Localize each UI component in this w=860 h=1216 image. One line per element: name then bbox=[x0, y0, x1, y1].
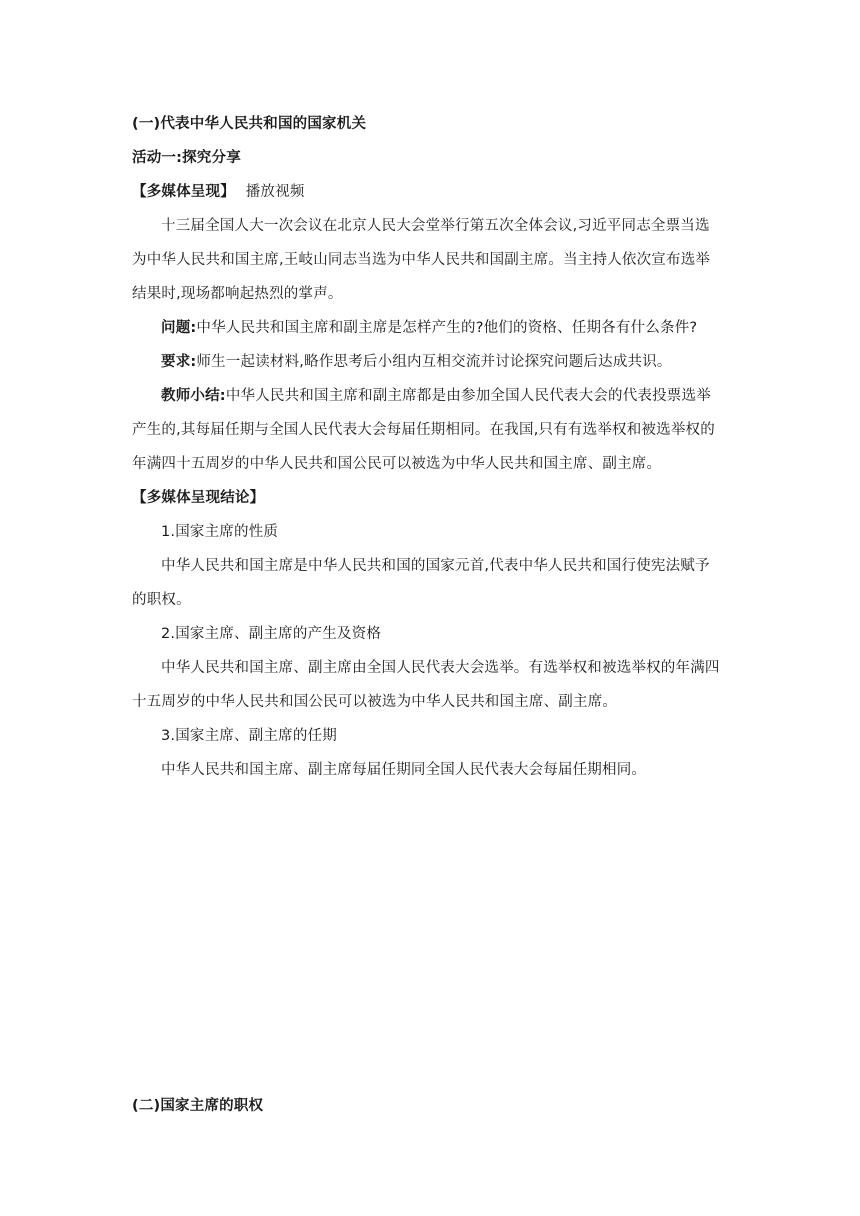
multimedia-label: 【多媒体呈现】 bbox=[132, 184, 235, 200]
conclusion-label: 【多媒体呈现结论】 bbox=[132, 490, 265, 506]
multimedia-line bbox=[132, 182, 305, 202]
summary-label: 教师小结: bbox=[161, 388, 226, 404]
question-label: 问题: bbox=[161, 320, 197, 336]
point2-line-2: 十五周岁的中华人民共和国公民可以被选为中华人民共和国主席、副主席。 bbox=[132, 694, 618, 710]
summary-line-3: 年满四十五周岁的中华人民共和国公民可以被选为中华人民共和国主席、副主席。 bbox=[132, 456, 662, 472]
multimedia-text: 播放视频 bbox=[245, 184, 305, 200]
point2-line-1: 中华人民共和国主席、副主席由全国人民代表大会选举。有选举权和被选举权的年满四 bbox=[161, 660, 720, 676]
activity-title: 活动一:探究分享 bbox=[132, 150, 241, 166]
point1-line-1: 中华人民共和国主席是中华人民共和国的国家元首,代表中华人民共和国行使宪法赋予 bbox=[161, 558, 710, 574]
section-title-1: (一)代表中华人民共和国的国家机关 bbox=[132, 116, 367, 132]
question-text: 中华人民共和国主席和副主席是怎样产生的?他们的资格、任期各有什么条件? bbox=[196, 320, 698, 336]
point1-line-2: 的职权。 bbox=[132, 592, 191, 608]
point2-heading: 2.国家主席、副主席的产生及资格 bbox=[161, 626, 382, 642]
section-title-2: (二)国家主席的职权 bbox=[132, 1098, 264, 1114]
point3-line-1: 中华人民共和国主席、副主席每届任期同全国人民代表大会每届任期相同。 bbox=[161, 762, 647, 778]
requirement-label: 要求: bbox=[161, 354, 197, 370]
news-line-2: 为中华人民共和国主席,王岐山同志当选为中华人民共和国副主席。当主持人依次宣布选举 bbox=[132, 252, 711, 268]
summary-line-1 bbox=[161, 386, 711, 406]
question-line bbox=[161, 318, 697, 338]
news-line-3: 结果时,现场都响起热烈的掌声。 bbox=[132, 286, 343, 302]
news-line-1: 十三届全国人大一次会议在北京人民大会堂举行第五次全体会议,习近平同志全票当选 bbox=[161, 218, 710, 234]
requirement-text: 师生一起读材料,略作思考后小组内互相交流并讨论探究问题后达成共识。 bbox=[196, 354, 672, 370]
summary-line-2: 产生的,其每届任期与全国人民代表大会每届任期相同。在我国,只有有选举权和被选举权的 bbox=[132, 422, 715, 438]
summary-text-1: 中华人民共和国主席和副主席都是由参加全国人民代表大会的代表投票选举 bbox=[225, 388, 711, 404]
requirement-line bbox=[161, 352, 672, 372]
point1-heading: 1.国家主席的性质 bbox=[161, 524, 279, 540]
point3-heading: 3.国家主席、副主席的任期 bbox=[161, 728, 337, 744]
